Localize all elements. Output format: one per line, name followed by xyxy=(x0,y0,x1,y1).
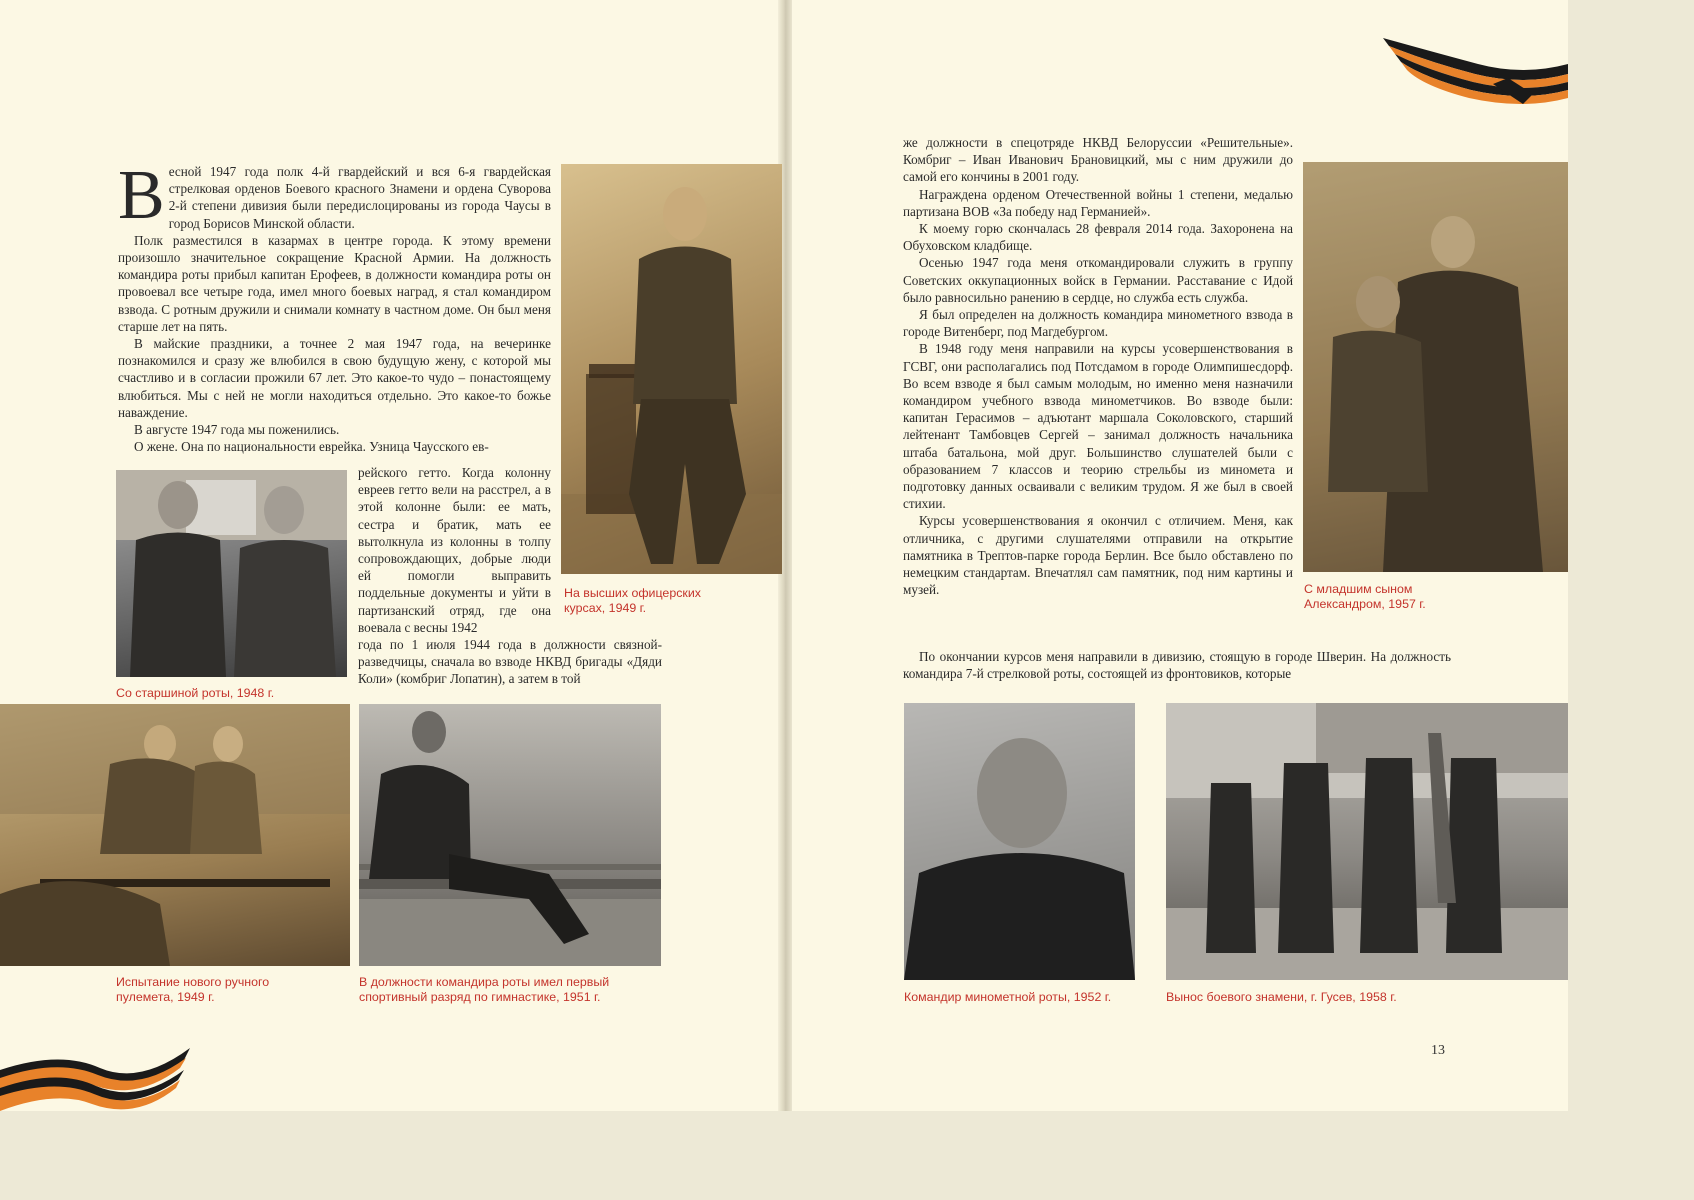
photo-with-son xyxy=(1303,162,1568,572)
caption-mortar: Командир минометной роты, 1952 г. xyxy=(904,990,1112,1004)
photo-banner-carrying xyxy=(1166,703,1568,980)
st-george-ribbon-icon xyxy=(1383,34,1568,104)
paragraph: В майские праздники, а точнее 2 мая 1947 года, на вечеринке познакомился и сразу же влюбился в свою будущую жену, с которой мы счастливо и в согласии прожили 67 лет. Это какое-то чудо – понастоящему влюбиться. Мы с ней не могли находиться отдельно. Это какое-то божье наваждение. xyxy=(118,336,551,420)
right-wide-text xyxy=(903,648,1451,682)
paragraph: же должности в спецотряде НКВД Белоруссии «Решительные». Комбриг – Иван Иванович Брановицкий, мы с ним дружили до самой его кончины в 2001 году. xyxy=(903,135,1293,185)
photo-with-sergeant xyxy=(116,470,347,677)
paragraph: есной 1947 года полк 4-й гвардейский и вся 6-я гвардейская стрелковая орденов Боевого красного Знамени и ордена Суворова 2-й степени дивизия были передислоцированы из города Чаусы в город Борисов Минской области. xyxy=(168,164,551,231)
right-main-text xyxy=(903,134,1293,598)
paragraph: Полк разместился в казармах в центре города. К этому времени произошло значительное сокращение Красной Армии. На должность командира роты прибыл капитан Ерофеев, в должности командира роты он провоевал все четыре года, имел много боевых наград, я стал командиром взвода. С ротным дружили и снимали комнату в частном доме. Он был меня старше лет на пять. xyxy=(118,232,551,334)
photo-mortar-commander xyxy=(904,703,1135,980)
paragraph: рейского гетто. Когда колонну евреев гетто вели на расстрел, а в этой колонне были: ее мать, сестра и братик, мать ее вытолкнула из колонны в толпу сопровождающих, добрые люди ей помогли выправить поддельные документы и уйти в партизанский отряд, где она воевала с весны 1942 xyxy=(358,465,551,635)
paragraph: О жене. Она по национальности еврейка. Узница Чаусского ев- xyxy=(134,439,489,455)
caption-machine-gun: Испытание нового ручного пулемета, 1949 г. xyxy=(116,975,270,1004)
caption-officer-courses: На высших офицерских курсах, 1949 г. xyxy=(564,586,701,615)
paragraph: В 1948 году меня направили на курсы усовершенствования в ГСВГ, они располагались под Потсдамом в городе Олимпишесдорф. Во всем взводе я был самым молодым, но именно меня назначили командиром учебного взвода минометчиков. Во взводе были: капитан Герасимов – адъютант маршала Соколовского, старший лейтенант Тамбовцев Сергей – занимал должность начальника штаба батальона, мой друг. Большинство слушателей были с образованием 7 классов и теорию стрельбы из миномета и подготовку данных осваивали с великим трудом. Я же был в своей стихии. xyxy=(903,341,1293,512)
page-number: 13 xyxy=(1431,1043,1445,1058)
paragraph: В августе 1947 года мы поженились. xyxy=(134,422,340,438)
paragraph: По окончании курсов меня направили в дивизию, стоящую в городе Шверин. На должность командира 7-й стрелковой роты, состоящей из фронтовиков, которые xyxy=(903,649,1451,682)
paragraph: К моему горю скончалась 28 февраля 2014 года. Захоронена на Обуховском кладбище. xyxy=(903,221,1293,254)
photo-gymnastics xyxy=(359,704,661,966)
paragraph: Награждена орденом Отечественной войны 1 степени, медалью партизана ВОВ «За победу над Германией». xyxy=(903,186,1293,219)
paragraph: года по 1 июля 1944 года в должности связной-разведчицы, сначала во взводе НКВД бригады «Дяди Коли» (комбриг Лопатин), а затем в той xyxy=(358,637,662,687)
left-bottom-text xyxy=(358,636,662,688)
left-column-text xyxy=(358,464,551,636)
photo-machine-gun-test xyxy=(0,704,350,966)
left-intro-text xyxy=(118,157,551,455)
st-george-ribbon-icon xyxy=(0,1030,200,1111)
caption-gymnastics: В должности командира роты имел первый спортивный разряд по гимнастике, 1951 г. xyxy=(359,975,610,1004)
caption-sergeant: Со старшиной роты, 1948 г. xyxy=(116,686,275,700)
paragraph: Курсы усовершенствования я окончил с отличием. Меня, как отличника, с другими слушателями отправили на открытие памятника в Трептов-парке города Берлин. Все было обставлено по немецким стандартам. Впечатлял сам памятник, под ним картины и музей. xyxy=(903,513,1293,598)
paragraph: Я был определен на должность командира минометного взвода в городе Витенберг, под Магдебургом. xyxy=(903,307,1293,340)
paragraph: Осенью 1947 года меня откомандировали служить в группу Советских оккупационных войск в Германии. Расставание с Идой было равносильно ранению в сердце, но служба есть служба. xyxy=(903,255,1293,305)
caption-son: С младшим сыном Александром, 1957 г. xyxy=(1304,582,1426,611)
caption-banner: Вынос боевого знамени, г. Гусев, 1958 г. xyxy=(1166,990,1397,1004)
drop-cap: В xyxy=(118,157,165,234)
photo-officer-standing xyxy=(561,164,782,574)
